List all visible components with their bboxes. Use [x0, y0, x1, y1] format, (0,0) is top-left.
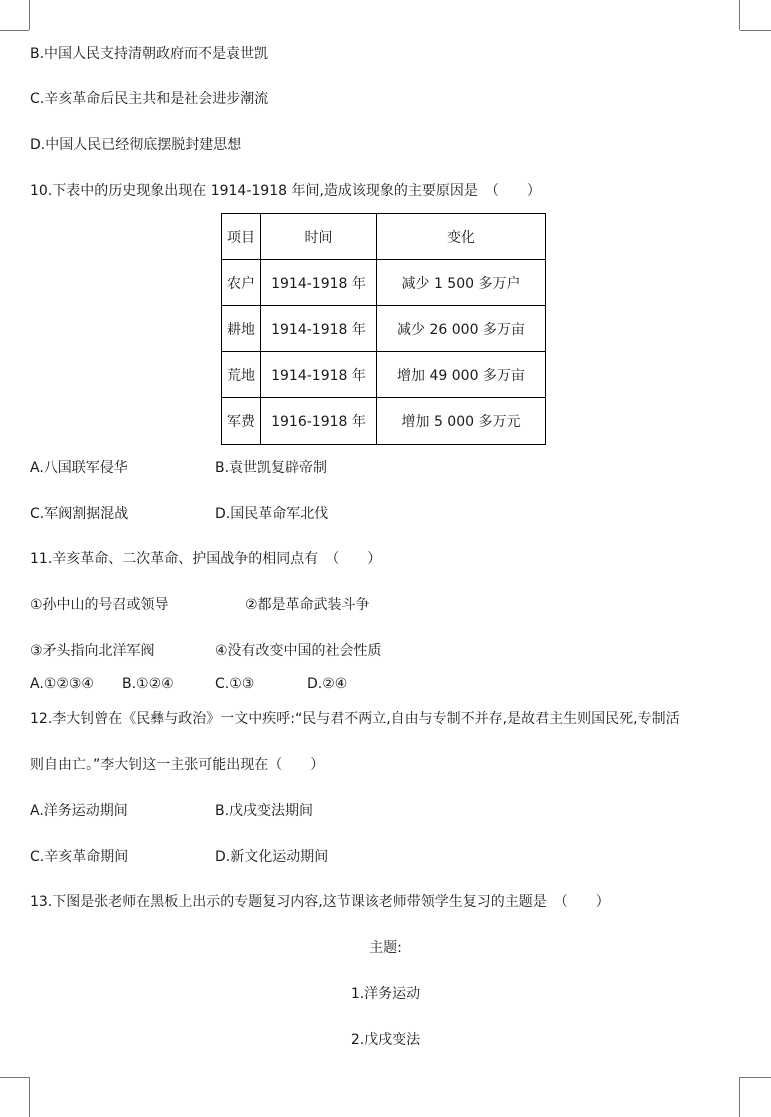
q13-item-1: 1.洋务运动	[350, 986, 421, 1002]
q10-option-a: A.八国联军侵华	[30, 460, 128, 476]
table-cell: 1914-1918 年	[261, 352, 377, 398]
table-cell: 耕地	[222, 306, 261, 352]
q9-option-c: C.辛亥革命后民主共和是社会进步潮流	[30, 91, 269, 107]
q10-option-b: B.袁世凯复辟帝制	[215, 460, 328, 476]
q10-option-d: D.国民革命军北伐	[215, 506, 329, 522]
q11-option-a: A.①②③④	[30, 676, 94, 692]
q11-stem: 11.辛亥革命、二次革命、护国战争的相同点有 （ ）	[30, 551, 382, 567]
table-row	[222, 398, 546, 445]
q11-statement-4: ④没有改变中国的社会性质	[215, 643, 382, 659]
table-cell: 减少 26 000 多万亩	[377, 306, 546, 352]
q11-option-c: C.①③	[215, 676, 255, 692]
table-cell: 荒地	[222, 352, 261, 398]
table-cell: 增加 5 000 多万元	[377, 398, 546, 445]
table-cell: 1914-1918 年	[261, 260, 377, 306]
history-table	[221, 213, 546, 445]
crop-mark-bottom-right	[739, 1077, 740, 1117]
table-row	[222, 352, 546, 398]
q9-option-d: D.中国人民已经彻底摆脱封建思想	[30, 137, 242, 153]
table-cell: 增加 49 000 多万亩	[377, 352, 546, 398]
table-cell: 1916-1918 年	[261, 398, 377, 445]
q11-statement-2: ②都是革命武装斗争	[245, 597, 370, 613]
q13-item-2: 2.戊戌变法	[350, 1032, 421, 1048]
table-header-cell: 变化	[377, 214, 546, 260]
q12-option-d: D.新文化运动期间	[215, 849, 329, 865]
q13-stem: 13.下图是张老师在黑板上出示的专题复习内容,这节课该老师带领学生复习的主题是 （ ）	[30, 894, 610, 910]
crop-mark-top-right	[739, 0, 740, 30]
table-header-cell: 项目	[222, 214, 261, 260]
q12-stem-line-2: 则自由亡。”李大钊这一主张可能出现在（ ）	[30, 757, 325, 773]
table-row	[222, 306, 546, 352]
crop-mark-top-right	[740, 30, 771, 31]
q11-option-b: B.①②④	[122, 676, 174, 692]
crop-mark-bottom-left	[0, 1077, 29, 1078]
table-cell: 军费	[222, 398, 261, 445]
table-header-row	[222, 214, 546, 260]
q11-option-d: D.②④	[307, 676, 348, 692]
crop-mark-top-left	[29, 0, 30, 30]
q10-stem: 10.下表中的历史现象出现在 1914-1918 年间,造成该现象的主要原因是 （ ）	[30, 183, 541, 199]
table-header-cell: 时间	[261, 214, 377, 260]
table-cell: 减少 1 500 多万户	[377, 260, 546, 306]
q12-option-c: C.辛亥革命期间	[30, 849, 129, 865]
table-cell: 农户	[222, 260, 261, 306]
q12-option-b: B.戊戌变法期间	[215, 803, 314, 819]
table-cell: 1914-1918 年	[261, 306, 377, 352]
table-row	[222, 260, 546, 306]
crop-mark-bottom-right	[740, 1077, 771, 1078]
q13-topic-label: 主题:	[369, 940, 402, 956]
crop-mark-bottom-left	[29, 1077, 30, 1117]
q10-option-c: C.军阀割据混战	[30, 506, 129, 522]
crop-mark-top-left	[0, 30, 29, 31]
q12-stem-line-1: 12.李大钊曾在《民彝与政治》一文中疾呼:“民与君不两立,自由与专制不并存,是故君主生则国民死,专制活	[30, 711, 680, 727]
q12-option-a: A.洋务运动期间	[30, 803, 128, 819]
q11-statement-1: ①孙中山的号召或领导	[30, 597, 169, 613]
q9-option-b: B.中国人民支持清朝政府而不是袁世凯	[30, 46, 269, 62]
q11-statement-3: ③矛头指向北洋军阀	[30, 643, 155, 659]
